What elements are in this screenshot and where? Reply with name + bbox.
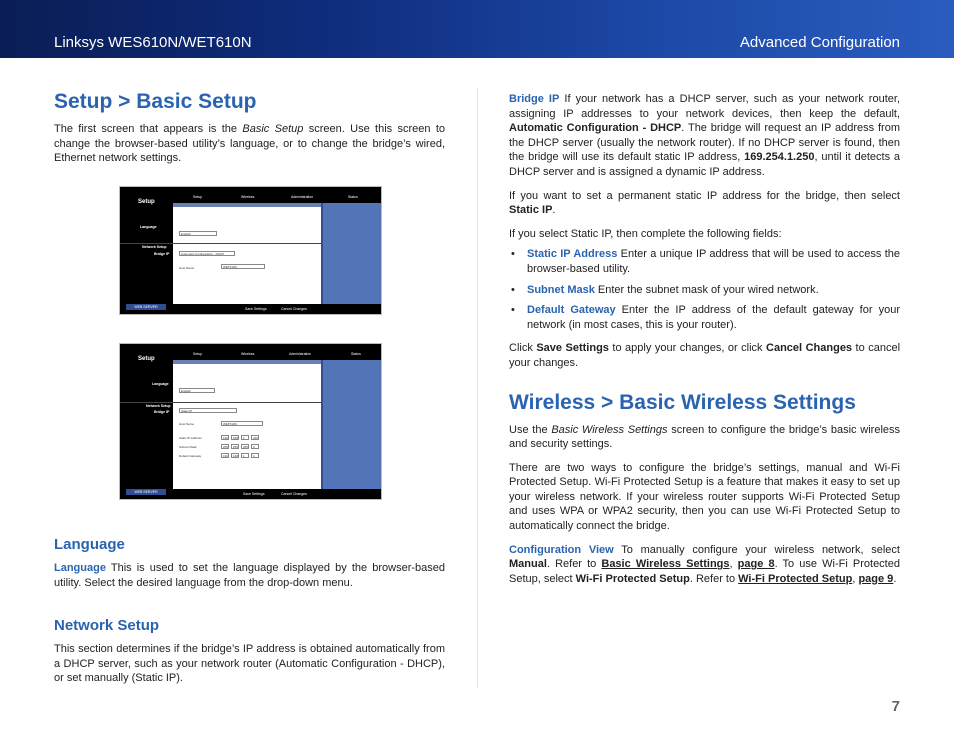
shot-nav: Setup Wireless Administration Status: [173, 344, 381, 360]
language-heading: Language: [54, 536, 125, 553]
left-column: [54, 90, 445, 175]
configuration-view-paragraph: Configuration View To manually configure your wireless network, select Manual. Refer to Basic Wireless Settings, page 8. To use Wi-Fi Protected Setup, select Wi-Fi Protected Setup. Refer to Wi-Fi Protected Setup, page 9.: [509, 543, 900, 585]
basic-wireless-link[interactable]: Basic Wireless Settings: [601, 558, 730, 571]
select-static-line: If you select Static IP, then complete the following fields:: [509, 227, 782, 240]
right-column: [509, 92, 900, 595]
list-item: • Default Gateway Enter the IP address of the default gateway for your network (in most cases, this is your router).: [509, 303, 900, 332]
page-header: [0, 0, 954, 58]
page-title: Setup > Basic Setup: [54, 90, 257, 113]
wireless-title: Wireless > Basic Wireless Settings: [509, 390, 856, 414]
language-section: [54, 536, 445, 599]
intro-paragraph: The first screen that appears is the Basic Setup screen. Use this screen to change the browser-based utility’s language, or to change the bridge’s wired, Ethernet network settings.: [54, 123, 445, 165]
page-number: 7: [891, 698, 900, 715]
shot-nav: Setup Wireless Administration Status: [173, 187, 381, 203]
network-setup-section: [54, 617, 445, 695]
network-setup-heading: Network Setup: [54, 617, 160, 634]
column-divider: [477, 88, 478, 688]
language-paragraph: Language This is used to set the language displayed by the browser-based utility. Select the desired language from the drop-down menu.: [54, 562, 445, 589]
static-fields-list: [509, 247, 900, 332]
use-paragraph: Use the Basic Wireless Settings screen to configure the bridge’s basic wireless and security settings.: [509, 423, 901, 451]
click-save-paragraph: Click Save Settings to apply your changes, or click Cancel Changes to cancel your changes.: [509, 342, 901, 369]
screenshot-basic-setup-dhcp: Setup Language Network Setup Bridge IP Setup Wireless Administration Status English Automatic Configuration - DHCP Host Name WET610N WEB SERVER Save Settings Cancel Changes: [119, 186, 382, 315]
shot-sidebar: Setup Language Network Setup Bridge IP: [120, 187, 173, 314]
shot-sidebar: Setup Language Network Setup Bridge IP: [120, 344, 173, 499]
page-8-link[interactable]: page 8: [737, 558, 775, 571]
two-ways-paragraph: There are two ways to configure the bridge’s settings, manual and Wi-Fi Protected Setup. Wi-Fi Protected Setup is a feature that makes it easy to set up your wireless network. If your wireless router supports Wi-Fi Protected Setup and uses WPA or WPA2 security, then you can use Wi-Fi Protected Setup to automatically connect the bridge.: [509, 461, 900, 533]
static-ip-paragraph: If you want to set a permanent static IP address for the bridge, then select Static IP.: [509, 189, 900, 217]
wps-link[interactable]: Wi-Fi Protected Setup: [738, 572, 853, 585]
list-item: • Subnet Mask Enter the subnet mask of your wired network.: [509, 283, 900, 298]
bridge-ip-paragraph: Bridge IP If your network has a DHCP server, such as your network router, assigning IP addresses to your network devices, then keep the default, Automatic Configuration - DHCP. The bridge will request an IP address from the DHCP server (usually the network router). If no DHCP server is found, then the bridge will use its default static IP address, 169.254.1.250, until it detects a DHCP server and is assigned a dynamic IP address.: [509, 93, 900, 178]
network-setup-paragraph: This section determines if the bridge’s IP address is obtained automatically from a DHCP server, such as your network router (Automatic Configuration - DHCP), or set manually (Static IP).: [54, 643, 445, 685]
list-item: • Static IP Address Enter a unique IP address that will be used to access the browser-based utility.: [509, 247, 900, 276]
header-product: Linksys WES610N/WET610N: [54, 34, 252, 51]
screenshot-basic-setup-static: Setup Language Network Setup Bridge IP Setup Wireless Administration Status English Static IP Host Name WET610N Static IP Address 192 168 1 226 Subnet Mask 255 255 255 0 Default Gateway 192 168 1 1 WEB SERVER Save Settings Cancel Changes: [119, 343, 382, 500]
page-9-link[interactable]: page 9: [858, 572, 894, 585]
header-section: Advanced Configuration: [739, 34, 900, 51]
